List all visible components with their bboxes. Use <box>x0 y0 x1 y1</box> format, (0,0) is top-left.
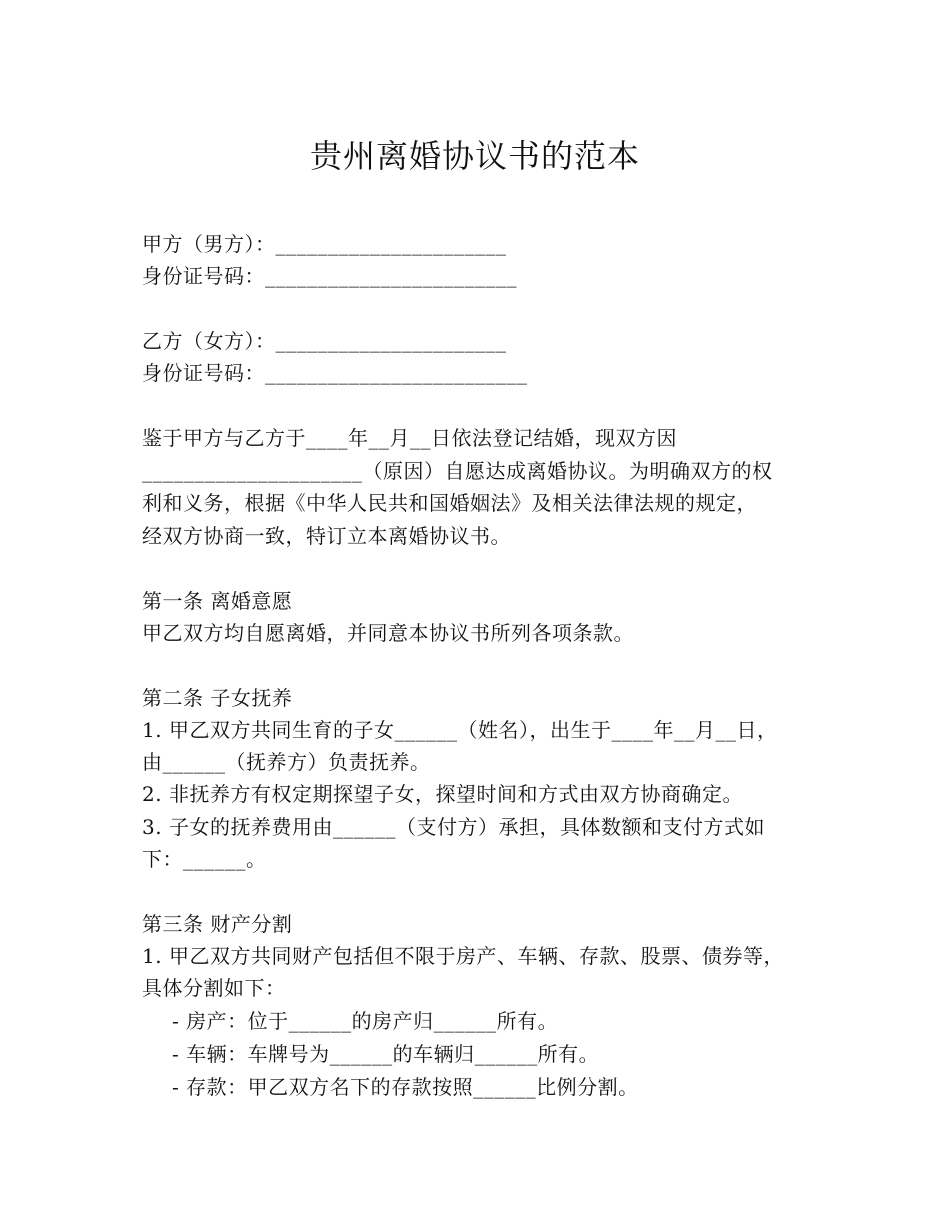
article-2-line: 下：______。 <box>142 847 267 871</box>
article-3-item: - 存款：甲乙双方名下的存款按照______比例分割。 <box>172 1075 639 1099</box>
article-2-heading: 第二条 子女抚养 <box>142 686 293 710</box>
article-1-heading: 第一条 离婚意愿 <box>142 589 293 613</box>
article-3-item: - 房产：位于______的房产归______所有。 <box>172 1009 559 1033</box>
party-a-id-line: 身份证号码：________________________ <box>142 264 517 288</box>
article-2-line: 2. 非抚养方有权定期探望子女，探望时间和方式由双方协商确定。 <box>142 782 743 806</box>
article-2-line: 1. 甲乙双方共同生育的子女______（姓名），出生于____年__月__日， <box>142 718 778 742</box>
article-3-line: 具体分割如下： <box>142 976 286 1000</box>
article-3-heading: 第三条 财产分割 <box>142 912 293 936</box>
party-b-id-line: 身份证号码：_________________________ <box>142 361 528 385</box>
article-3-line: 1. 甲乙双方共同财产包括但不限于房产、车辆、存款、股票、债券等， <box>142 944 784 968</box>
preamble-line: 利和义务，根据《中华人民共和国婚姻法》及相关法律法规的规定， <box>142 491 757 515</box>
article-2-line: 3. 子女的抚养费用由______（支付方）承担，具体数额和支付方式如 <box>142 815 765 839</box>
preamble-line: 经双方协商一致，特订立本离婚协议书。 <box>142 524 511 548</box>
article-3-item: - 车辆：车牌号为______的车辆归______所有。 <box>172 1042 600 1066</box>
preamble-line: _____________________（原因）自愿达成离婚协议。为明确双方的权 <box>142 459 773 483</box>
article-2-line: 由______（抚养方）负责抚养。 <box>142 750 431 774</box>
preamble-line: 鉴于甲方与乙方于____年__月__日依法登记结婚，现双方因 <box>142 426 677 450</box>
document-title: 贵州离婚协议书的范本 <box>309 137 640 175</box>
party-a-name-line: 甲方（男方）：______________________ <box>142 232 507 256</box>
party-b-name-line: 乙方（女方）：______________________ <box>142 329 507 353</box>
article-1-line: 甲乙双方均自愿离婚，并同意本协议书所列各项条款。 <box>142 621 634 645</box>
